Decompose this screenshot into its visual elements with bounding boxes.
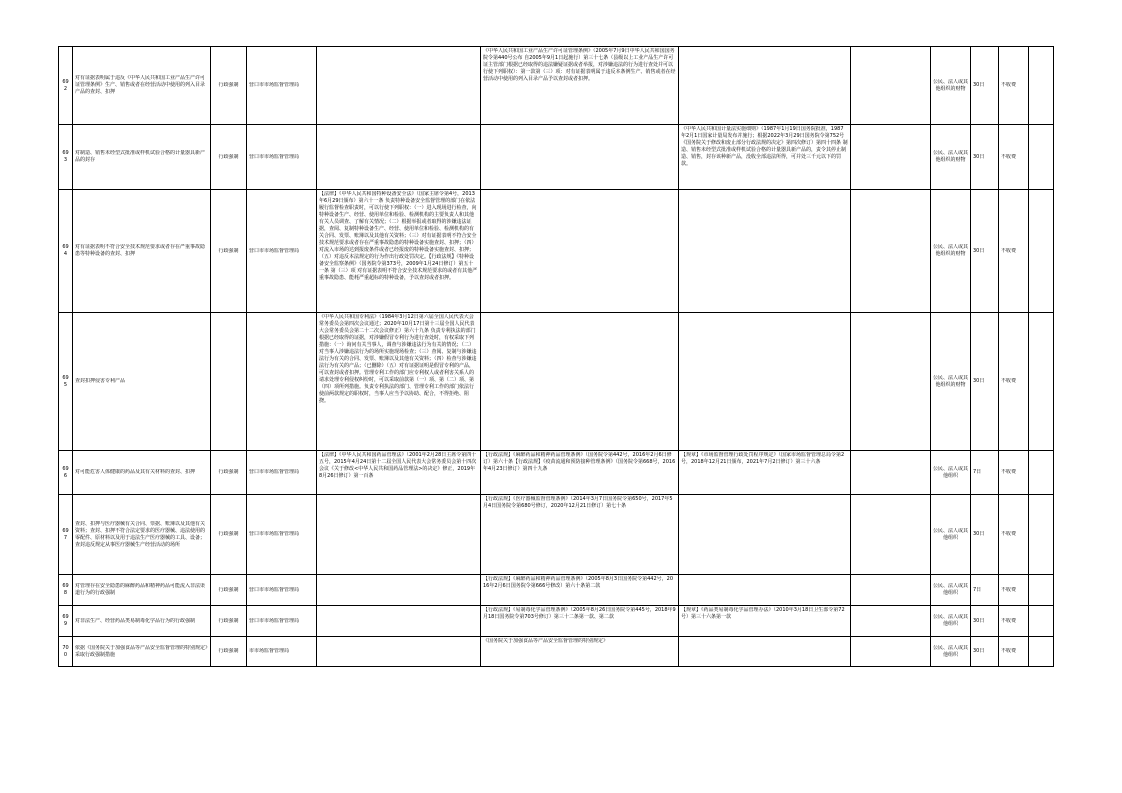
remark-cell: [1029, 637, 1054, 667]
row-number-cell-text: 699: [62, 614, 69, 627]
item-name-cell-text: 对有证据表明不符合安全技术规范要求或者存在严重事故隐患等特种设备的查封、扣押: [75, 244, 206, 257]
row-number-cell: [59, 190, 73, 313]
subject-cell-text: 公民、法人或其他组织: [933, 583, 968, 596]
basis-regulation-cell-text: 【行政法规】《麻醉药品和精神药品管理条例》（国务院令第442号，2016年2月6日修订）第六十条【行政法规】《疫苗流通和预防接种管理条例》（国务院令第668号，2016年4月23日修订）第四十九条: [483, 452, 676, 472]
administrative-enforcement-table: [58, 46, 1054, 667]
agency-cell: [247, 606, 317, 637]
category-cell-text: 行政强制: [218, 531, 239, 537]
remark-cell: [1029, 47, 1054, 125]
basis-regulation-cell: [481, 575, 679, 606]
remark-cell: [1029, 313, 1054, 451]
time-limit-cell: [971, 125, 999, 190]
category-cell-text: 行政强制: [218, 648, 239, 654]
item-name-cell: [73, 575, 211, 606]
basis-law-cell: [317, 47, 481, 125]
row-number-cell-text: 696: [62, 465, 69, 479]
category-cell: [211, 451, 247, 495]
fee-cell-text: 不收费: [1001, 82, 1017, 88]
subject-cell-text: 公民、法人或其他组织的财物: [933, 150, 968, 163]
fee-cell-text: 不收费: [1001, 378, 1017, 384]
row-number-cell: [59, 125, 73, 190]
category-cell-text: 行政强制: [218, 247, 239, 254]
agency-cell: [247, 451, 317, 495]
basis-rule-cell-text: 《中华人民共和国计量法实施细则》（1987年1月19日国务院批准，1987年2月1日国家计量局发布并施行；根据2022年3月29日国务院令第752号《国务院关于修改和废止部分行政法规的决定》第四次修订）第四十四条 制造、销售未经型式批准或样机试验合格的计量器具新产品的，责令其停止制造、销售，封存该种新产品，没收全部违法所得，可并处三千元以下的罚款。: [681, 126, 848, 167]
basis-rule-cell: [679, 637, 851, 667]
table-row: [59, 606, 1054, 637]
row-number-cell-text: 698: [62, 583, 69, 596]
basis-rule-cell: [679, 190, 851, 313]
fee-cell: [999, 190, 1029, 313]
basis-rule-cell: [679, 575, 851, 606]
basis-other-cell: [851, 637, 931, 667]
item-name-cell-text: 对非法生产、经营药品类易制毒化学品行为的行政强制: [75, 617, 196, 624]
time-limit-cell-text: 30日: [973, 378, 985, 384]
subject-cell: [931, 495, 971, 575]
row-number-cell-text: 695: [62, 374, 69, 388]
basis-regulation-cell: [481, 313, 679, 451]
agency-cell-text: 营口市市场监督管理局: [249, 82, 300, 88]
remark-cell: [1029, 451, 1054, 495]
subject-cell: [931, 47, 971, 125]
category-cell: [211, 47, 247, 125]
item-name-cell-text: 查封、扣押与医疗器械有关合同、票据、账簿以及其他有关资料；查封、扣押不符合法定要求的医疗器械、违法使用的零配件、原材料以及用于违法生产医疗器械的工具、设备；查封违反规定从事医疗器械生产经营活动的场所: [75, 520, 206, 548]
row-number-cell: [59, 451, 73, 495]
fee-cell-text: 不收费: [1001, 531, 1017, 537]
table-row: [59, 637, 1054, 667]
agency-cell-text: 营口市市场监督管理局: [249, 586, 300, 593]
category-cell: [211, 125, 247, 190]
basis-regulation-cell-text: 【行政法规】《麻醉药品和精神药品管理条例》（2005年8月3日国务院令第442号，2016年2月6日国务院令第666号修改）第六十条第二款: [483, 576, 673, 589]
row-number-cell: [59, 313, 73, 451]
item-name-cell: [73, 451, 211, 495]
basis-regulation-cell: [481, 495, 679, 575]
basis-other-cell: [851, 125, 931, 190]
item-name-cell: [73, 495, 211, 575]
subject-cell: [931, 606, 971, 637]
time-limit-cell-text: 30日: [973, 247, 985, 254]
basis-law-cell: [317, 451, 481, 495]
subject-cell-text: 公民、法人或其他组织: [933, 527, 968, 541]
row-number-cell-text: 697: [62, 527, 69, 541]
fee-cell: [999, 606, 1029, 637]
table-row: [59, 575, 1054, 606]
item-name-cell-text: 对制造、销售未经型式批准或样机试验合格的计量器具新产品的封存: [75, 150, 206, 163]
basis-regulation-cell-text: 【行政法规】《医疗器械监督管理条例》（2014年3月7日国务院令第650号，2017年5月4日国务院令第680号修订，2020年12月21日修订）第七十条: [483, 496, 673, 509]
fee-cell: [999, 47, 1029, 125]
basis-regulation-cell: [481, 190, 679, 313]
subject-cell: [931, 190, 971, 313]
basis-law-cell: [317, 606, 481, 637]
time-limit-cell-text: 30日: [973, 617, 985, 624]
category-cell: [211, 190, 247, 313]
agency-cell: [247, 125, 317, 190]
fee-cell-text: 不收费: [1001, 469, 1017, 475]
basis-regulation-cell: [481, 451, 679, 495]
fee-cell: [999, 495, 1029, 575]
agency-cell-text: 营口市市场监督管理局: [249, 617, 300, 624]
subject-cell-text: 公民、法人或其他组织: [933, 614, 968, 627]
subject-cell-text: 公民、法人或其他组织的财物: [933, 244, 968, 257]
item-name-cell: [73, 190, 211, 313]
subject-cell: [931, 637, 971, 667]
basis-law-cell: [317, 575, 481, 606]
item-name-cell: [73, 125, 211, 190]
category-cell-text: 行政强制: [218, 586, 239, 593]
subject-cell: [931, 575, 971, 606]
time-limit-cell: [971, 495, 999, 575]
agency-cell-text: 市市场监督管理局: [249, 648, 290, 654]
fee-cell-text: 不收费: [1001, 648, 1017, 654]
basis-rule-cell-text: 【规章】《药品类易制毒化学品管理办法》（2010年3月18日卫生部令第72号）第三十六条第一款: [681, 607, 845, 620]
agency-cell: [247, 313, 317, 451]
time-limit-cell: [971, 575, 999, 606]
basis-rule-cell: [679, 125, 851, 190]
category-cell-text: 行政强制: [218, 82, 239, 88]
time-limit-cell: [971, 313, 999, 451]
fee-cell: [999, 575, 1029, 606]
time-limit-cell: [971, 606, 999, 637]
remark-cell: [1029, 125, 1054, 190]
row-number-cell-text: 692: [62, 78, 69, 92]
basis-other-cell: [851, 606, 931, 637]
time-limit-cell: [971, 190, 999, 313]
subject-cell: [931, 451, 971, 495]
basis-regulation-cell: [481, 125, 679, 190]
subject-cell-text: 公民、法人或其他组织: [933, 644, 968, 658]
time-limit-cell: [971, 451, 999, 495]
subject-cell-text: 公民、法人或其他组织的财物: [933, 374, 968, 388]
basis-law-cell-text: 《中华人民共和国专利法》（1984年3月12日第六届全国人民代表大会常务委员会第四次会议通过；2020年10月17日第十三届全国人民代表大会常务委员会第二十二次会议修正）第六十九条 负责专利执法的部门根据已经取得的证据，对涉嫌假冒专利行为进行查处时，有权采取下列措施：（一）询问有关当事人，调查与涉嫌违法行为有关的情况；（二）对当事人涉嫌违法行为的场所实施现场检查；（三）查阅、复制与涉嫌违法行为有关的合同、发票、账簿以及其他有关资料；（四）检查与涉嫌违法行为有关的产品；（已删除）（五）对有证据证明是假冒专利的产品，可以查封或者扣押。管理专利工作的部门应专利权人或者利害关系人的请求处理专利侵权纠纷时，可以采取前款第（一）项、第（二）项、第（四）项所列措施。负责专利执法的部门、管理专利工作的部门依法行使前两款规定的职权时，当事人应当予以协助、配合，不得拒绝、阻挠。: [319, 314, 477, 404]
row-number-cell: [59, 575, 73, 606]
category-cell: [211, 313, 247, 451]
table-row: [59, 495, 1054, 575]
category-cell-text: 行政强制: [218, 153, 239, 160]
fee-cell-text: 不收费: [1001, 586, 1017, 593]
row-number-cell-text: 700: [62, 644, 69, 658]
subject-cell: [931, 313, 971, 451]
basis-regulation-cell: [481, 606, 679, 637]
time-limit-cell-text: 30日: [973, 153, 985, 160]
item-name-cell: [73, 606, 211, 637]
basis-law-cell: [317, 495, 481, 575]
subject-cell-text: 公民、法人或其他组织: [933, 465, 968, 479]
basis-regulation-cell: [481, 47, 679, 125]
remark-cell: [1029, 575, 1054, 606]
fee-cell: [999, 313, 1029, 451]
basis-other-cell: [851, 190, 931, 313]
basis-rule-cell: [679, 47, 851, 125]
table-row: [59, 125, 1054, 190]
item-name-cell-text: 对有证据表明属于违反《中华人民共和国工业产品生产许可证管理条例》生产、销售或者在经营活动中使用的列入目录产品的查封、扣押: [75, 75, 206, 95]
basis-law-cell-text: 【法律】《中华人民共和国特种设备安全法》（国家主席令第4号，2013年6月29日颁布）第六十一条 负责特种设备安全监督管理的部门在依法履行监督检查职责时，可以行使下列职权：（一）进入现场进行检查，向特种设备生产、经营、使用单位和检验、检测机构的主要负责人和其他有关人员调查、了解有关情况；（二）根据举报或者取得的涉嫌违法证据，查阅、复制特种设备生产、经营、使用单位和检验、检测机构的有关合同、发票、账簿以及其他有关资料；（三）对有证据表明不符合安全技术规范要求或者存在严重事故隐患的特种设备实施查封、扣押；（四）对流入市场的达到报废条件或者已经报废的特种设备实施查封、扣押；（五）对违反本法规定的行为作出行政处罚决定。【行政法规】《特种设备安全监察条例》（国务院令第373号，2009年1月24日修订）第五十一条 第（三）项 对有证据表明不符合安全技术规范要求的或者有其他严重事故隐患、能耗严重超标的特种设备，予以查封或者扣押。: [319, 191, 478, 281]
time-limit-cell: [971, 47, 999, 125]
table-row: [59, 47, 1054, 125]
category-cell: [211, 495, 247, 575]
category-cell: [211, 606, 247, 637]
basis-regulation-cell-text: 《国务院关于加强食品等产品安全监督管理的特别规定》: [483, 638, 609, 644]
table-row: [59, 313, 1054, 451]
basis-law-cell: [317, 313, 481, 451]
basis-law-cell: [317, 190, 481, 313]
fee-cell: [999, 125, 1029, 190]
category-cell: [211, 575, 247, 606]
agency-cell: [247, 47, 317, 125]
remark-cell: [1029, 495, 1054, 575]
basis-other-cell: [851, 495, 931, 575]
subject-cell-text: 公民、法人或其他组织的财物: [933, 78, 968, 92]
basis-rule-cell: [679, 451, 851, 495]
time-limit-cell-text: 7日: [973, 469, 982, 475]
table-row: [59, 451, 1054, 495]
fee-cell-text: 不收费: [1001, 617, 1017, 624]
agency-cell-text: 营口市市场监督管理局: [249, 469, 300, 475]
basis-regulation-cell: [481, 637, 679, 667]
row-number-cell: [59, 637, 73, 667]
time-limit-cell: [971, 637, 999, 667]
row-number-cell: [59, 495, 73, 575]
item-name-cell-text: 依据《国务院关于加强食品等产品安全监督管理的特别规定》采取行政强制措施: [75, 644, 208, 658]
table-row: [59, 190, 1054, 313]
item-name-cell: [73, 637, 211, 667]
time-limit-cell-text: 7日: [973, 586, 982, 593]
basis-other-cell: [851, 451, 931, 495]
basis-regulation-cell-text: 【行政法规】《易制毒化学品管理条例》（2005年8月26日国务院令第445号，2018年9月18日国务院令第703号修订）第三十二条第一款、第二款: [483, 607, 676, 620]
fee-cell: [999, 451, 1029, 495]
subject-cell: [931, 125, 971, 190]
row-number-cell: [59, 606, 73, 637]
basis-law-cell: [317, 637, 481, 667]
item-name-cell-text: 对可能危害人体健康的药品及其有关材料的查封、扣押: [75, 469, 196, 475]
basis-rule-cell: [679, 495, 851, 575]
time-limit-cell-text: 30日: [973, 82, 985, 88]
agency-cell: [247, 575, 317, 606]
time-limit-cell-text: 30日: [973, 531, 985, 537]
document-page: [58, 46, 1054, 667]
agency-cell-text: 营口市市场监督管理局: [249, 153, 300, 160]
basis-regulation-cell-text: 《中华人民共和国工业产品生产许可证管理条例》（2005年7月9日中华人民共和国国务院令第440号公布 自2005年9月1日起施行）第三十七条（县级以上工业产品生产许可证主管部门根据已经取得的违法嫌疑证据或者举报，对涉嫌违法的行为进行查处并可以行使下列职权）：第一款第（三）项：对有证据表明属于违反本条例生产、销售或者在经营活动中使用的列入目录产品予以查封或者扣押。: [483, 48, 676, 82]
agency-cell: [247, 637, 317, 667]
item-name-cell-text: 查封扣押侵害专利产品: [75, 378, 126, 384]
basis-other-cell: [851, 313, 931, 451]
time-limit-cell-text: 30日: [973, 648, 985, 654]
agency-cell: [247, 190, 317, 313]
category-cell-text: 行政强制: [218, 617, 239, 624]
item-name-cell-text: 对管理存在安全隐患的麻醉药品和精神药品可能流入非法渠道行为的行政强制: [75, 583, 206, 596]
agency-cell-text: 营口市市场监督管理局: [249, 247, 300, 254]
category-cell: [211, 637, 247, 667]
basis-rule-cell-text: 【规章】《市场监督管理行政处罚程序规定》（国家市场监督管理总局令第2号，2018年12月21日颁布，2021年7月2日修订）第三十六条: [681, 452, 845, 465]
fee-cell: [999, 637, 1029, 667]
agency-cell-text: 营口市市场监督管理局: [249, 531, 300, 537]
fee-cell-text: 不收费: [1001, 153, 1017, 160]
fee-cell-text: 不收费: [1001, 247, 1017, 254]
remark-cell: [1029, 606, 1054, 637]
agency-cell: [247, 495, 317, 575]
basis-other-cell: [851, 47, 931, 125]
item-name-cell: [73, 313, 211, 451]
item-name-cell: [73, 47, 211, 125]
row-number-cell-text: 693: [62, 150, 69, 163]
basis-rule-cell: [679, 606, 851, 637]
row-number-cell-text: 694: [62, 244, 69, 257]
category-cell-text: 行政强制: [218, 469, 239, 475]
basis-rule-cell: [679, 313, 851, 451]
basis-law-cell: [317, 125, 481, 190]
remark-cell: [1029, 190, 1054, 313]
basis-other-cell: [851, 575, 931, 606]
row-number-cell: [59, 47, 73, 125]
basis-law-cell-text: 【法律】《中华人民共和国药品管理法》（2001年2月28日主席令第四十五号，2015年4月24日第十二届全国人民代表大会常务委员会第十四次会议《关于修改<中华人民共和国药品管理法>的决定》修正，2019年8月26日修订）第一百条: [319, 452, 477, 479]
